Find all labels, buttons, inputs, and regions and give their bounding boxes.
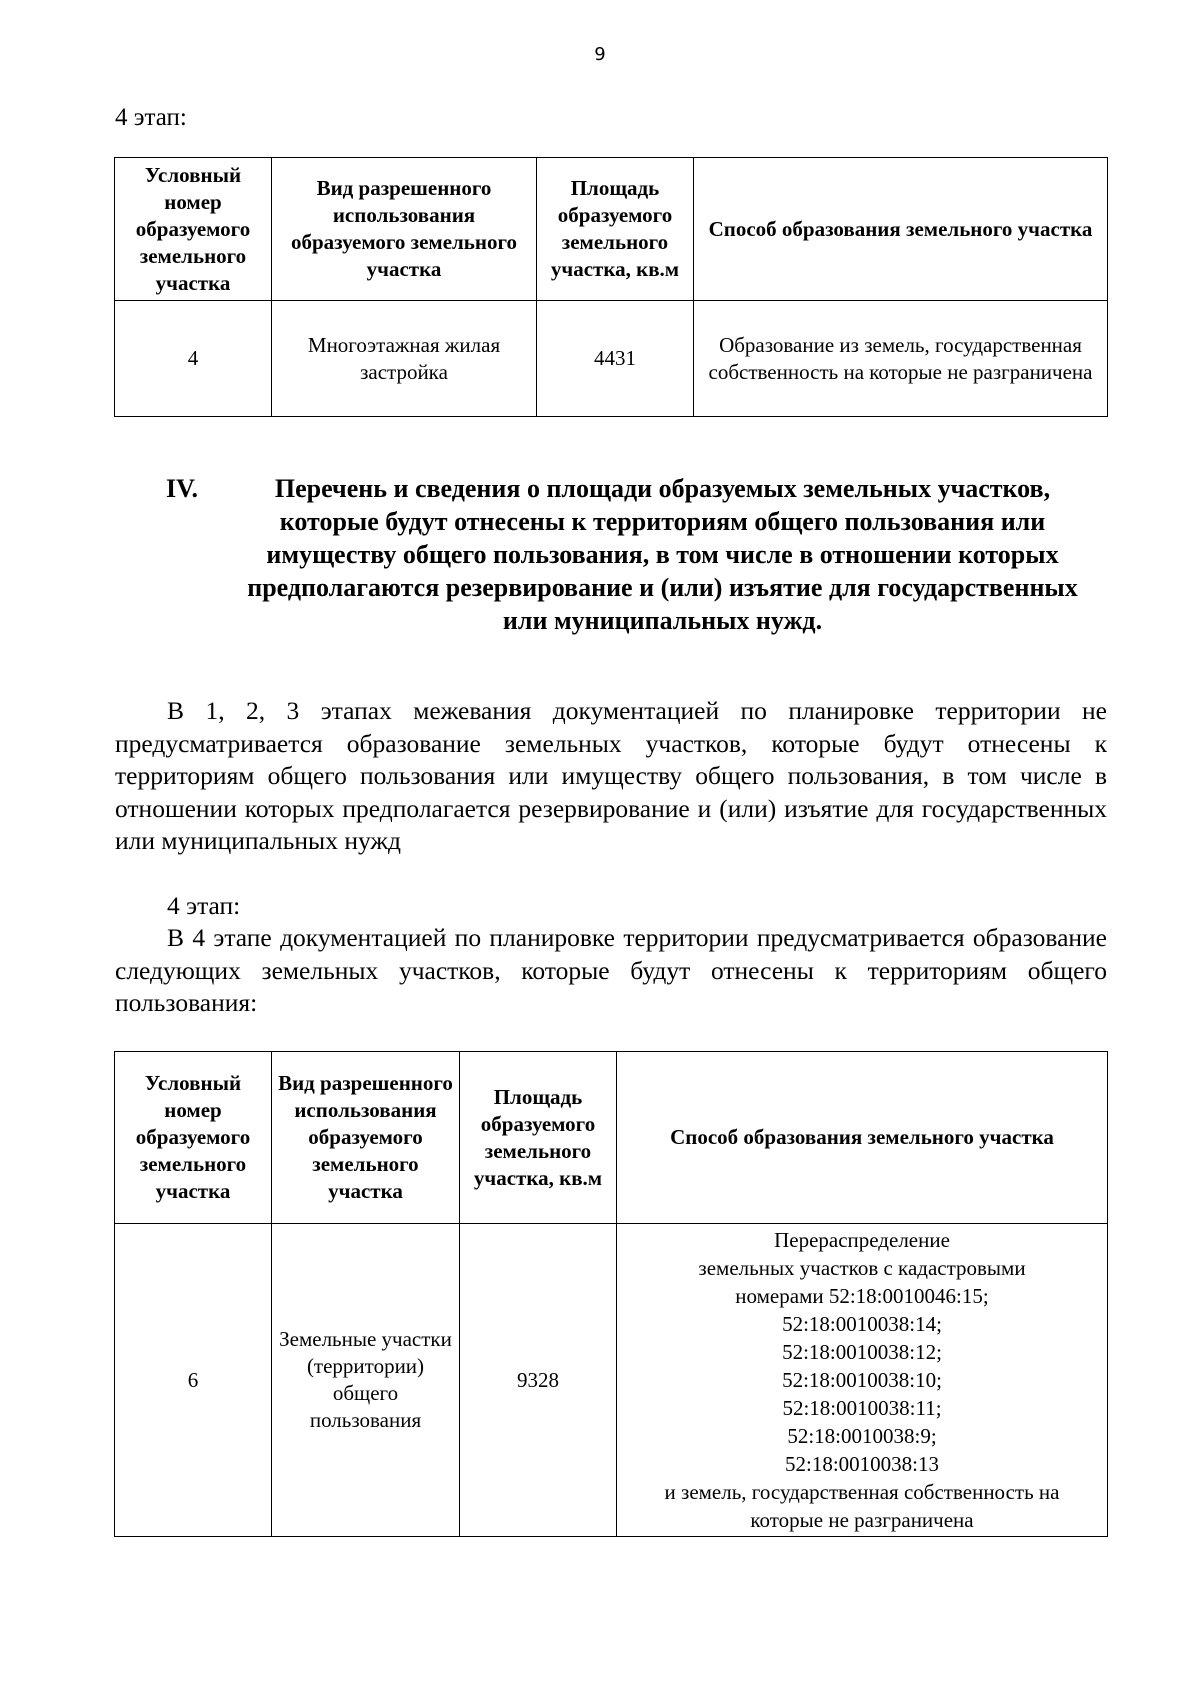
header-plot-number: Условный номер образуемого земельного участка <box>115 158 272 301</box>
header-area: Площадь образуемого земельного участка, кв.м <box>537 158 694 301</box>
table-row <box>115 301 1108 417</box>
cadastral-number: 52:18:0010038:11; <box>782 1396 942 1420</box>
header-permitted-use: Вид разрешенного использования образуемого земельного участка <box>272 1052 460 1224</box>
header-plot-number: Условный номер образуемого земельного участка <box>115 1052 272 1224</box>
paragraph-stage-4-label: 4 этап: <box>167 891 241 920</box>
cadastral-number: 52:18:0010038:10; <box>782 1368 942 1392</box>
method-line: Перераспределение <box>774 1228 950 1252</box>
method-line: номерами 52:18:0010046:15; <box>735 1284 989 1308</box>
method-line: земельных участков с кадастровыми <box>698 1256 1026 1280</box>
method-line: которые не разграничена <box>750 1508 974 1532</box>
table-header-row <box>115 158 1108 301</box>
section-iv <box>160 472 1100 637</box>
method-line: и земель, государственная собственность на <box>664 1480 1060 1504</box>
paragraph-stages-1-3: В 1, 2, 3 этапах межевания документацией по планировке территории не предусматривается образование земельных участков, которые будут отнесены к территориям общего пользования или имуществу общего пользования, в том числе в отношении которых предполагается резервирование и (или) изъятие для государственных или муниципальных нужд <box>115 696 1107 855</box>
section-number: IV. <box>166 474 199 503</box>
cell-formation-method <box>617 1224 1108 1537</box>
table-header-row <box>115 1052 1108 1224</box>
header-area: Площадь образуемого земельного участка, кв.м <box>460 1052 617 1224</box>
cell-plot-number: 6 <box>115 1224 272 1537</box>
cadastral-number: 52:18:0010038:12; <box>782 1340 942 1364</box>
cadastral-number: 52:18:0010038:9; <box>787 1424 937 1448</box>
cadastral-number: 52:18:0010038:13 <box>784 1452 939 1476</box>
header-permitted-use: Вид разрешенного использования образуемого земельного участка <box>272 158 537 301</box>
cell-permitted-use: Земельные участки (территории) общего пользования <box>272 1224 460 1537</box>
page-number: 9 <box>594 44 606 65</box>
stage-4-plots-table <box>114 157 1108 417</box>
cell-area: 9328 <box>460 1224 617 1537</box>
header-formation-method: Способ образования земельного участка <box>694 158 1108 301</box>
public-use-plots-table <box>114 1051 1108 1537</box>
cell-permitted-use: Многоэтажная жилая застройка <box>272 301 537 417</box>
cell-formation-method: Образование из земель, государственная собственность на которые не разграничена <box>694 301 1108 417</box>
stage-4-label: 4 этап: <box>115 104 187 131</box>
cell-area: 4431 <box>537 301 694 417</box>
table-row <box>115 1224 1108 1537</box>
cell-plot-number: 4 <box>115 301 272 417</box>
section-title: Перечень и сведения о площади образуемых земельных участков, которые будут отнесены к территориям общего пользования или имуществу общего пользования, в том числе в отношении которых предполагаются резервирование и (или) изъятие для государственных или муниципальных нужд. <box>247 474 1078 635</box>
cadastral-number: 52:18:0010038:14; <box>782 1312 942 1336</box>
header-formation-method: Способ образования земельного участка <box>617 1052 1108 1224</box>
paragraph-stage-4-description: В 4 этапе документацией по планировке территории предусматривается образование следующих земельных участков, которые будут отнесены к территориям общего пользования: <box>115 923 1107 1017</box>
